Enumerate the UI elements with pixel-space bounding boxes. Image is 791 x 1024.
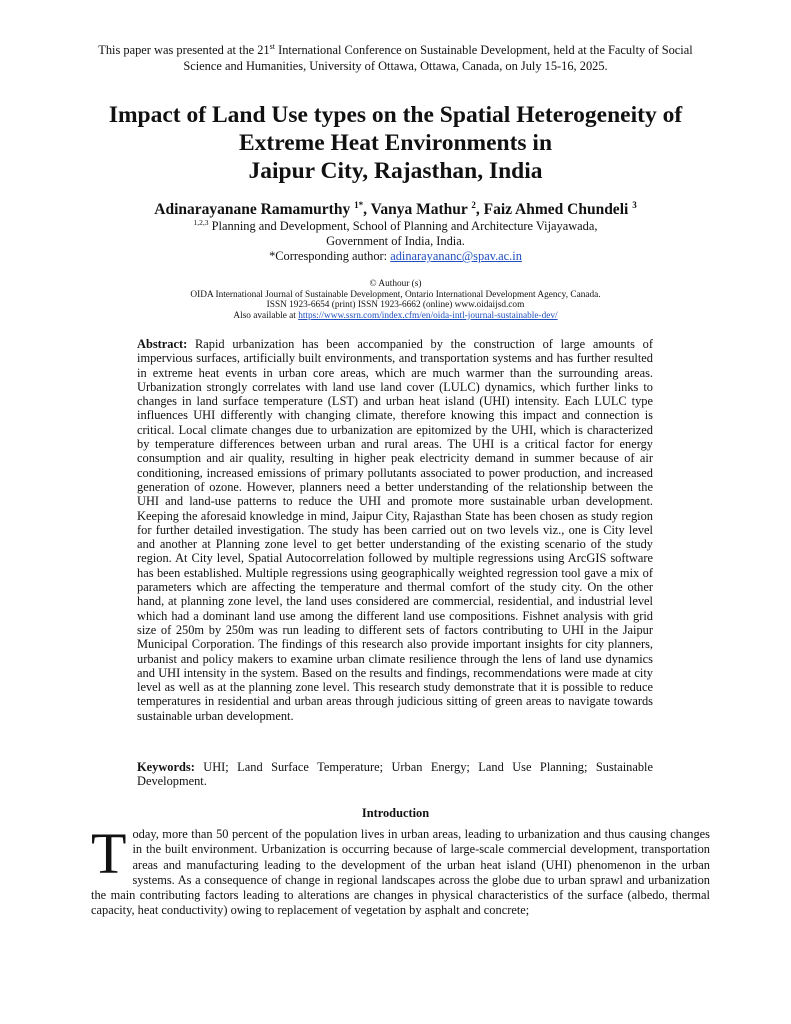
ssrn-link[interactable]: https://www.ssrn.com/index.cfm/en/oida-intl-journal-sustainable-dev/ bbox=[298, 310, 558, 321]
affiliation-line-2: Government of India, India. bbox=[326, 234, 465, 248]
author-name: Vanya Mathur bbox=[370, 201, 472, 218]
ordinal-suffix: st bbox=[269, 41, 275, 51]
author-separator: , bbox=[475, 201, 484, 218]
author-affiliation-marker: 2 bbox=[471, 199, 476, 210]
author-list bbox=[90, 201, 701, 219]
introduction-body bbox=[91, 821, 710, 919]
copyright-notice: © Authour (s) bbox=[369, 279, 422, 289]
corresponding-author bbox=[90, 249, 701, 264]
author-affiliation-marker: 1* bbox=[354, 199, 364, 210]
keywords bbox=[137, 760, 653, 789]
journal-name: OIDA International Journal of Sustainable Development, Ontario International Development Agency, Canada. bbox=[190, 289, 601, 300]
journal-issn: ISSN 1923-6654 (print) ISSN 1923-6662 (online) www.oidaijsd.com bbox=[266, 300, 525, 311]
affiliation bbox=[90, 219, 701, 264]
introduction-heading: Introduction bbox=[361, 806, 430, 820]
affiliation-marker: 1,2,3 bbox=[193, 217, 209, 227]
author-affiliation-marker: 3 bbox=[632, 199, 637, 210]
title-line-2: Extreme Heat Environments in bbox=[238, 130, 553, 156]
affiliation-line-1: $^{1,2,3}$ Planning and Development, School of Planning and Architecture Vijayawada, bbox=[193, 217, 598, 233]
title-line-3: Jaipur City, Rajasthan, India bbox=[248, 158, 543, 184]
title-line-1: Impact of Land Use types on the Spatial Heterogeneity of bbox=[108, 102, 683, 128]
also-available: Also available at https://www.ssrn.com/index.cfm/en/oida-intl-journal-sustainable-dev/ bbox=[233, 310, 558, 321]
drop-cap: T bbox=[91, 821, 127, 886]
author-separator: , bbox=[363, 201, 371, 218]
conference-note-pre: This paper was presented at the 21 bbox=[98, 43, 270, 57]
abstract-text: Rapid urbanization has been accompanied by the construction of large amounts of impervious surfaces, artificially built environments, and transportation systems and has further resulted in extreme heat events in urban core areas, which are much warmer than the surrounding areas. Urbanization strongly correlates with land use land cover (LULC) dynamics, which further links to changes in land surface temperature (LST) and urban heat island (UHI) intensity. Each LULC type influences UHI differently with changing climate, therefore knowing this impact and connection is critical. Local climate changes due to urbanization are epitomized by the UHI, which is characterized by temperature differences between urban and rural areas. The UHI is a critical factor for energy consumption and air quality, resulting in higher peak electricity demand in summer because of air conditioning, increased emissions of primary pollutants associated to power production, and increased generation of ozone. However, planners need a better understanding of the relationship between the UHI and land-use patterns to reduce the UHI and promote more sustainable urban development. Keeping the aforesaid knowledge in mind, Jaipur City, Rajasthan State has been chosen as study region for further detailed investigation. The study has been carried out on two levels viz., one is City level and another at Planning zone level to get better understanding of the existing scenario of the study region. At City level, Spatial Autocorrelation followed by multiple regressions using ArcGIS software has been established. Multiple regressions using geographically weighted regression tool gave a mix of parameters which are affecting the temperature and thermal comfort of the study city. On the other hand, at planning zone level, the land uses considered are commercial, residential, and industrial level which had a dominant land use among the different land use compositions. Fishnet analysis with grid size of 250m by 250m was run leading to different sets of factors contributing to UHI in the Jaipur Municipal Corporation. The findings of this research also provide important insights for city planners, urbanist and policy makers to examine urban climate resilience through the lens of land use dynamics and UHI intensity in the system. Based on the results and findings, recommendations were made at city level as well as at the planning zone level. This research study demonstrate that it is possible to reduce temperatures in residential and urban areas through judicious sitting of green areas to navigate towards sustainable urban development. bbox=[137, 337, 653, 723]
conference-note bbox=[80, 42, 711, 74]
author-name: Adinarayanane Ramamurthy bbox=[154, 201, 355, 218]
keywords-label: Keywords: bbox=[137, 760, 195, 774]
corresponding-label: *Corresponding author: bbox=[269, 249, 391, 263]
keywords-text: UHI; Land Surface Temperature; Urban Energy; Land Use Planning; Sustainable Development. bbox=[137, 760, 653, 789]
conference-note-post: International Conference on Sustainable Development, held at the Faculty of Social Science and Humanities, University of Ottawa, Ottawa, Canada, on July 15-16, 2025. bbox=[183, 43, 693, 73]
abstract-label: Abstract: bbox=[137, 337, 188, 351]
corresponding-email-link[interactable]: adinarayananc@spav.ac.in bbox=[390, 249, 522, 263]
author-name: Faiz Ahmed Chundeli bbox=[483, 201, 633, 218]
paper-title bbox=[90, 101, 701, 185]
introduction-text: oday, more than 50 percent of the population lives in urban areas, leading to urbanization and thus causing changes in the built environment. Urbanization is occurring because of large-scale commercial development, transportation areas and manufacturing leading to the development of the urban heat island (UHI) phenomenon in the urban systems. As a consequence of change in regional landscapes across the globe due to urban sprawl and urbanization the main contributing factors leading to alterations are changes in physical characteristics of the surface (albedo, thermal capacity, heat conductivity) owing to replacement of vegetation by asphalt and concrete; bbox=[91, 827, 710, 918]
abstract bbox=[137, 337, 653, 723]
journal-info bbox=[90, 279, 701, 321]
